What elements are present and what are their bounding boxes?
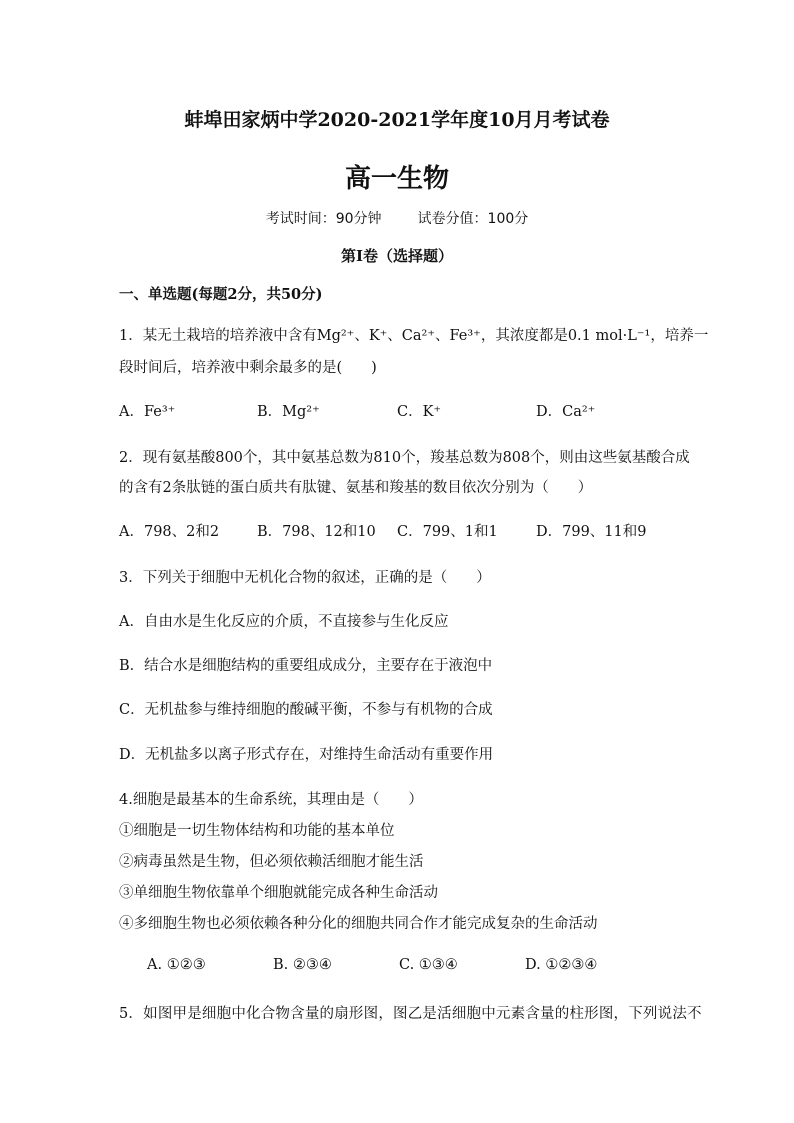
question-4-option-a: A. ①②③ (147, 957, 206, 973)
exam-meta (0, 208, 794, 228)
question-4-option-c: C. ①③④ (399, 957, 458, 973)
question-2-option-a: A．798、2和2 (119, 524, 220, 540)
question-1-option-c: C．K⁺ (397, 404, 442, 420)
question-3-stem: 3．下列关于细胞中无机化合物的叙述，正确的是（ ） (119, 570, 491, 586)
question-4-option-d: D. ①②③④ (525, 957, 598, 973)
question-4-statement-2: ②病毒虽然是生物，但必须依赖活细胞才能生活 (119, 854, 424, 870)
question-4-option-b: B. ②③④ (273, 957, 332, 973)
exam-score: 试卷分值：100分 (417, 211, 529, 227)
exam-time: 考试时间：90分钟 (265, 211, 382, 227)
question-4-statement-3: ③单细胞生物依靠单个细胞就能完成各种生命活动 (119, 885, 438, 901)
question-3-option-a: A．自由水是生化反应的介质，不直接参与生化反应 (119, 614, 449, 630)
volume-heading: 第I卷（选择题） (340, 247, 454, 265)
question-2-option-b: B．798、12和10 (257, 524, 376, 540)
question-1-option-d: D．Ca²⁺ (536, 404, 596, 420)
question-1-option-b: B．Mg²⁺ (257, 404, 320, 420)
question-3-option-b: B．结合水是细胞结构的重要组成成分，主要存在于液泡中 (119, 658, 493, 674)
question-4-statement-1: ①细胞是一切生物体结构和功能的基本单位 (119, 823, 395, 839)
question-5-stem: 5．如图甲是细胞中化合物含量的扇形图，图乙是活细胞中元素含量的柱形图，下列说法不 (119, 1006, 702, 1022)
question-2-stem-line-2: 的含有2条肽链的蛋白质共有肽键、氨基和羧基的数目依次分别为（ ） (119, 480, 593, 496)
question-4-stem: 4.细胞是最基本的生命系统，其理由是（ ） (119, 792, 423, 808)
question-3-option-c: C．无机盐参与维持细胞的酸碱平衡，不参与有机物的合成 (119, 702, 493, 718)
question-1-option-a: A．Fe³⁺ (119, 404, 176, 420)
question-1-stem-line-1: 1．某无土栽培的培养液中含有Mg²⁺、K⁺、Ca²⁺、Fe³⁺，其浓度都是0.1 mol·L⁻¹，培养一 (119, 328, 709, 344)
subject-title: 高一生物 (344, 164, 449, 194)
question-1-stem-line-2: 段时间后，培养液中剩余最多的是( ) (119, 360, 377, 376)
question-2-stem-line-1: 2．现有氨基酸800个，其中氨基总数为810个，羧基总数为808个，则由这些氨基酸合成 (119, 450, 690, 466)
question-3-option-d: D．无机盐多以离子形式存在，对维持生命活动有重要作用 (119, 747, 494, 763)
question-2-option-d: D．799、11和9 (536, 524, 647, 540)
section-heading: 一、单选题(每题2分，共50分) (119, 286, 323, 303)
exam-title: 蚌埠田家炳中学2020-2021学年度10月月考试卷 (184, 109, 610, 131)
question-4-statement-4: ④多细胞生物也必须依赖各种分化的细胞共同合作才能完成复杂的生命活动 (119, 916, 598, 932)
question-2-option-c: C．799、1和1 (397, 524, 498, 540)
